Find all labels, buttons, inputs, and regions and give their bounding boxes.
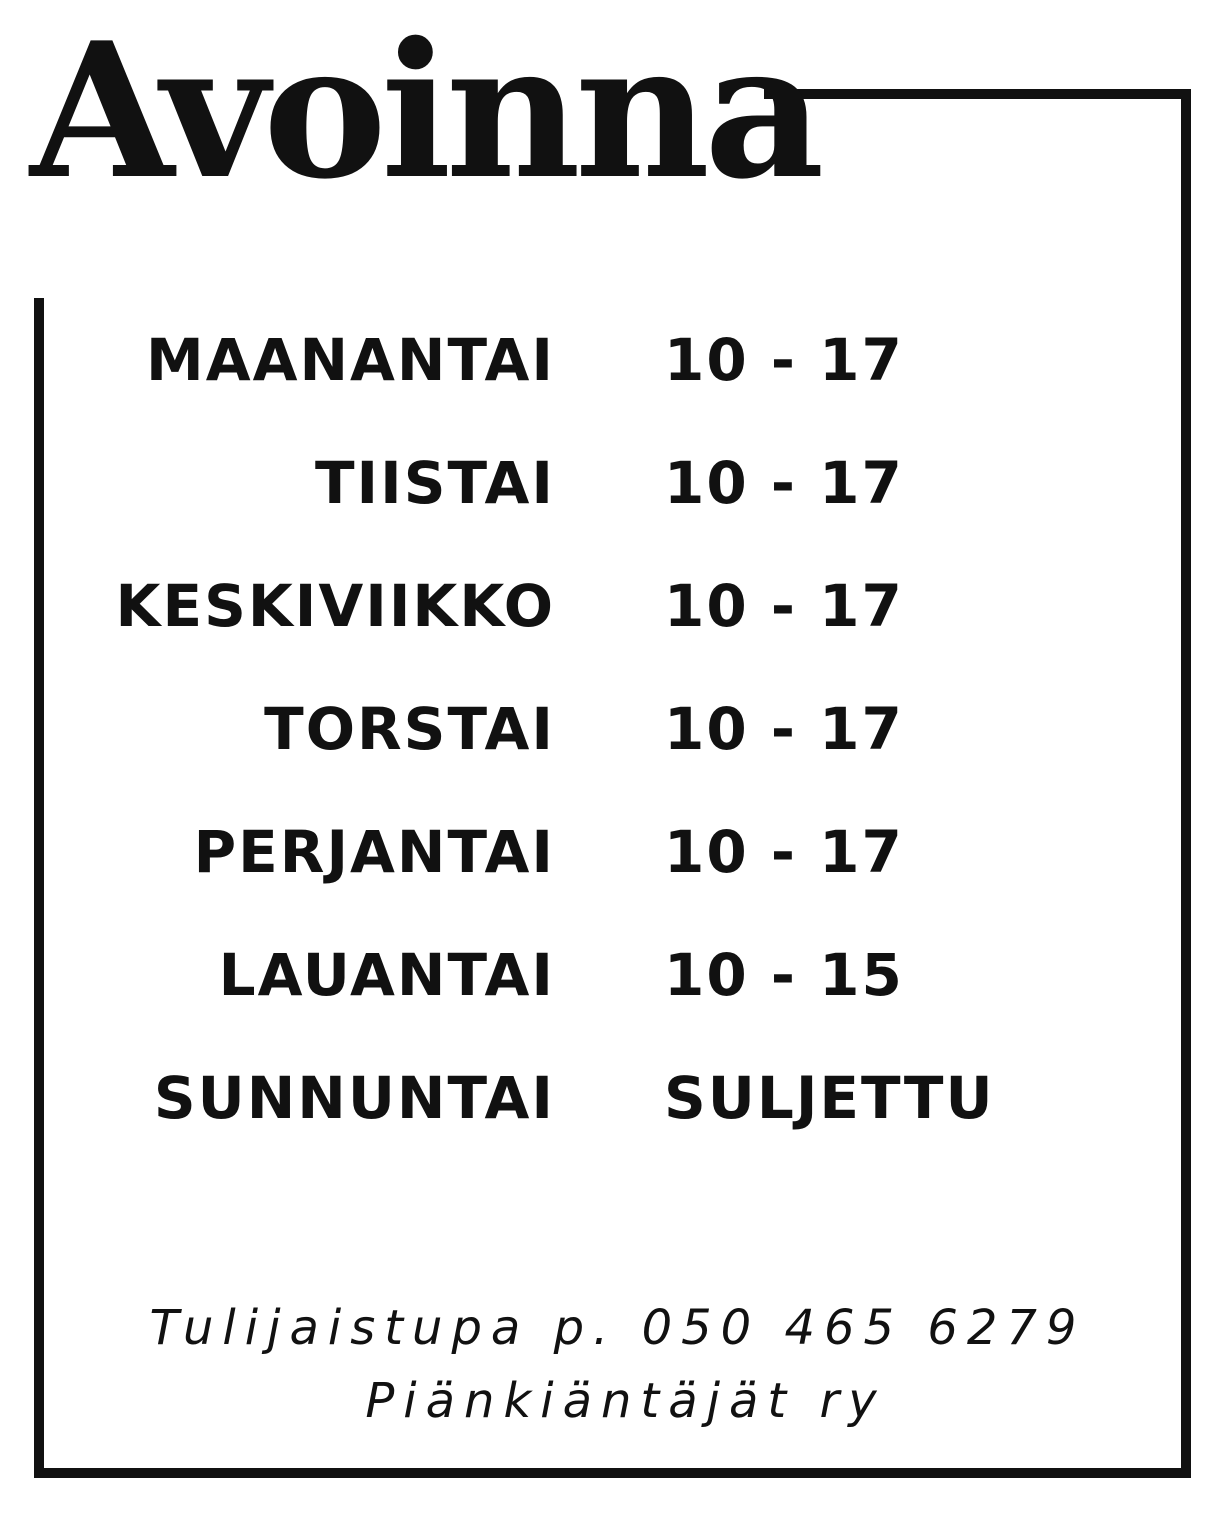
day-label: TIISTAI [314,449,555,517]
hours-value: 10 - 15 [664,941,904,1009]
schedule-row-wednesday [0,566,1223,646]
frame-right-border [1181,89,1191,1478]
schedule-row-saturday [0,935,1223,1015]
day-label: KESKIVIIKKO [115,572,555,640]
schedule-row-monday [0,320,1223,400]
frame-top-border [764,89,1191,99]
page-title: Avoinna [30,1,819,220]
day-label: SUNNUNTAI [153,1064,555,1132]
hours-value: 10 - 17 [664,326,904,394]
schedule-row-thursday [0,689,1223,769]
schedule-row-friday [0,812,1223,892]
day-label: TORSTAI [264,695,555,763]
hours-value: SULJETTU [664,1064,995,1132]
organization-name: Piänkiäntäjät ry [365,1373,886,1429]
frame-bottom-border [34,1468,1191,1478]
day-label: MAANANTAI [146,326,555,394]
contact-info: Tulijaistupa p. 050 465 6279 [149,1300,1086,1356]
hours-value: 10 - 17 [664,695,904,763]
hours-value: 10 - 17 [664,449,904,517]
schedule-row-sunday [0,1058,1223,1138]
schedule-row-tuesday [0,443,1223,523]
day-label: LAUANTAI [218,941,555,1009]
hours-value: 10 - 17 [664,818,904,886]
hours-value: 10 - 17 [664,572,904,640]
day-label: PERJANTAI [193,818,555,886]
